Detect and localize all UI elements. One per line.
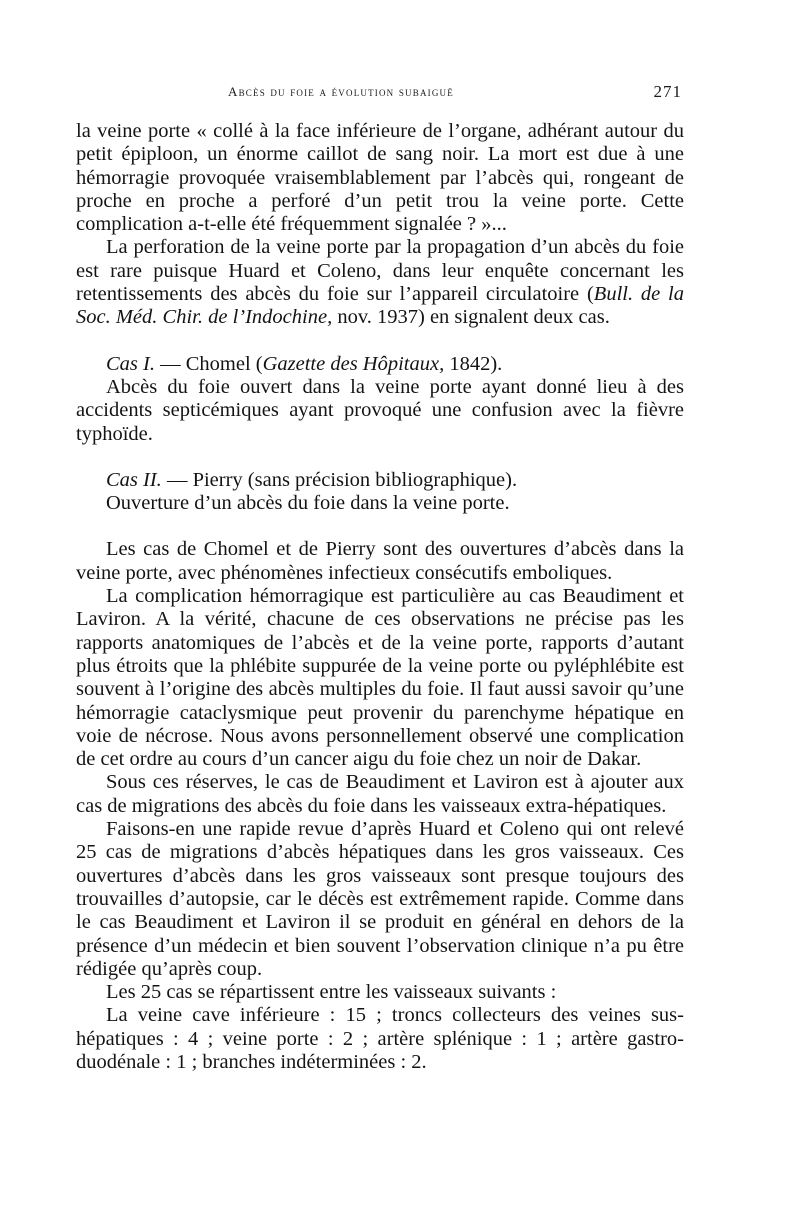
paragraph-distribution-intro: Les 25 cas se répartissent entre les vaisseaux suivants : (106, 981, 557, 1004)
paragraph-vessel-list: La veine cave inférieure : 15 ; troncs collecteurs des veines sus-hépatiques : 4 ; veine porte : 2 ; artère splénique : 1 ; artère gastro-duodénale : 1 ; branches indéterminées : 2. (76, 1004, 684, 1073)
case-1-journal: Gazette des Hôpitaux, (262, 352, 445, 375)
paragraph-perforation-text-start: La perforation de la veine porte par la propagation d’un abcès du foie est rare puisque Huard et Coleno, dans leur enquête concernant les retentissements des abcès du foie sur l’appareil circulatoire ( (76, 236, 684, 306)
body-text (76, 120, 684, 1074)
case-1-label: Cas I. (106, 352, 155, 375)
case-1-year: 1842). (444, 352, 503, 375)
paragraph-chomel-pierry: Les cas de Chomel et de Pierry sont des ouvertures d’abcès dans la veine porte, avec phénomènes infectieux consécutifs emboliques. (76, 538, 684, 584)
case-2-heading (76, 469, 684, 492)
paragraph-hemorrhagic-complication: La complication hémorragique est particulière au cas Beaudiment et Laviron. A la vérité, chacune de ces observations ne précise pas les rapports anatomiques de l’abcès et de la veine porte, rapports d’autant plus étroits que la phlébite suppurée de la veine porte ou pyléphlébite est souvent à l’origine des abcès multiples du foie. Il faut aussi savoir qu’une hémorragie cataclysmique peut provenir du parenchyme hépatique en voie de nécrose. Nous avons personnellement observé une complication de cet ordre au cours d’un cancer aigu du foie chez un noir de Dakar. (76, 585, 684, 771)
page-number: 271 (653, 82, 682, 101)
paragraph-perforation (76, 236, 684, 329)
paragraph-review: Faisons-en une rapide revue d’après Huard et Coleno qui ont relevé 25 cas de migrations d’abcès hépatiques dans les gros vaisseaux. Ces ouvertures d’abcès dans les gros vaisseaux sont presque toujours des trouvailles d’autopsie, car le décès est extrêmement rapide. Comme dans le cas Beaudiment et Laviron il se produit en général en dehors de la présence d’un médecin et bien souvent l’observation clinique n’a pu être rédigée qu’après coup. (76, 818, 684, 980)
case-2-description: Ouverture d’un abcès du foie dans la veine porte. (106, 492, 510, 515)
case-1-heading (76, 353, 684, 376)
case-2 (76, 469, 684, 516)
bulletin-citation: Bull. de la Soc. Méd. Chir. de l’Indochine, (76, 283, 684, 329)
case-1-author: — Chomel ( (154, 352, 263, 375)
case-2-label: Cas II. (106, 468, 162, 491)
case-2-reference: — Pierry (sans précision bibliographique). (161, 468, 518, 491)
paragraph-reservations: Sous ces réserves, le cas de Beaudiment et Laviron est à ajouter aux cas de migrations des abcès du foie dans les vaisseaux extra-hépatiques. (76, 771, 684, 817)
case-1-description: Abcès du foie ouvert dans la veine porte ayant donné lieu à des accidents septicémiques ayant provoqué une confusion avec la fièvre typhoïde. (76, 375, 684, 445)
running-header (78, 84, 682, 106)
paragraph-perforation-text-end: nov. 1937) en signalent deux cas. (332, 306, 610, 329)
case-1 (76, 353, 684, 446)
running-title: Abcès du foie a évolution subaiguë (228, 84, 454, 99)
paragraph-quote-continuation: la veine porte « collé à la face inférieure de l’organe, adhérant autour du petit épiploon, un énorme caillot de sang noir. La mort est due à une hémorragie provoquée vraisemblablement par l’abcès qui, rongeant de proche en proche a perforé d’un petit trou la veine porte. Cette complication a-t-elle été fréquemment signalée ? »... (76, 120, 684, 236)
